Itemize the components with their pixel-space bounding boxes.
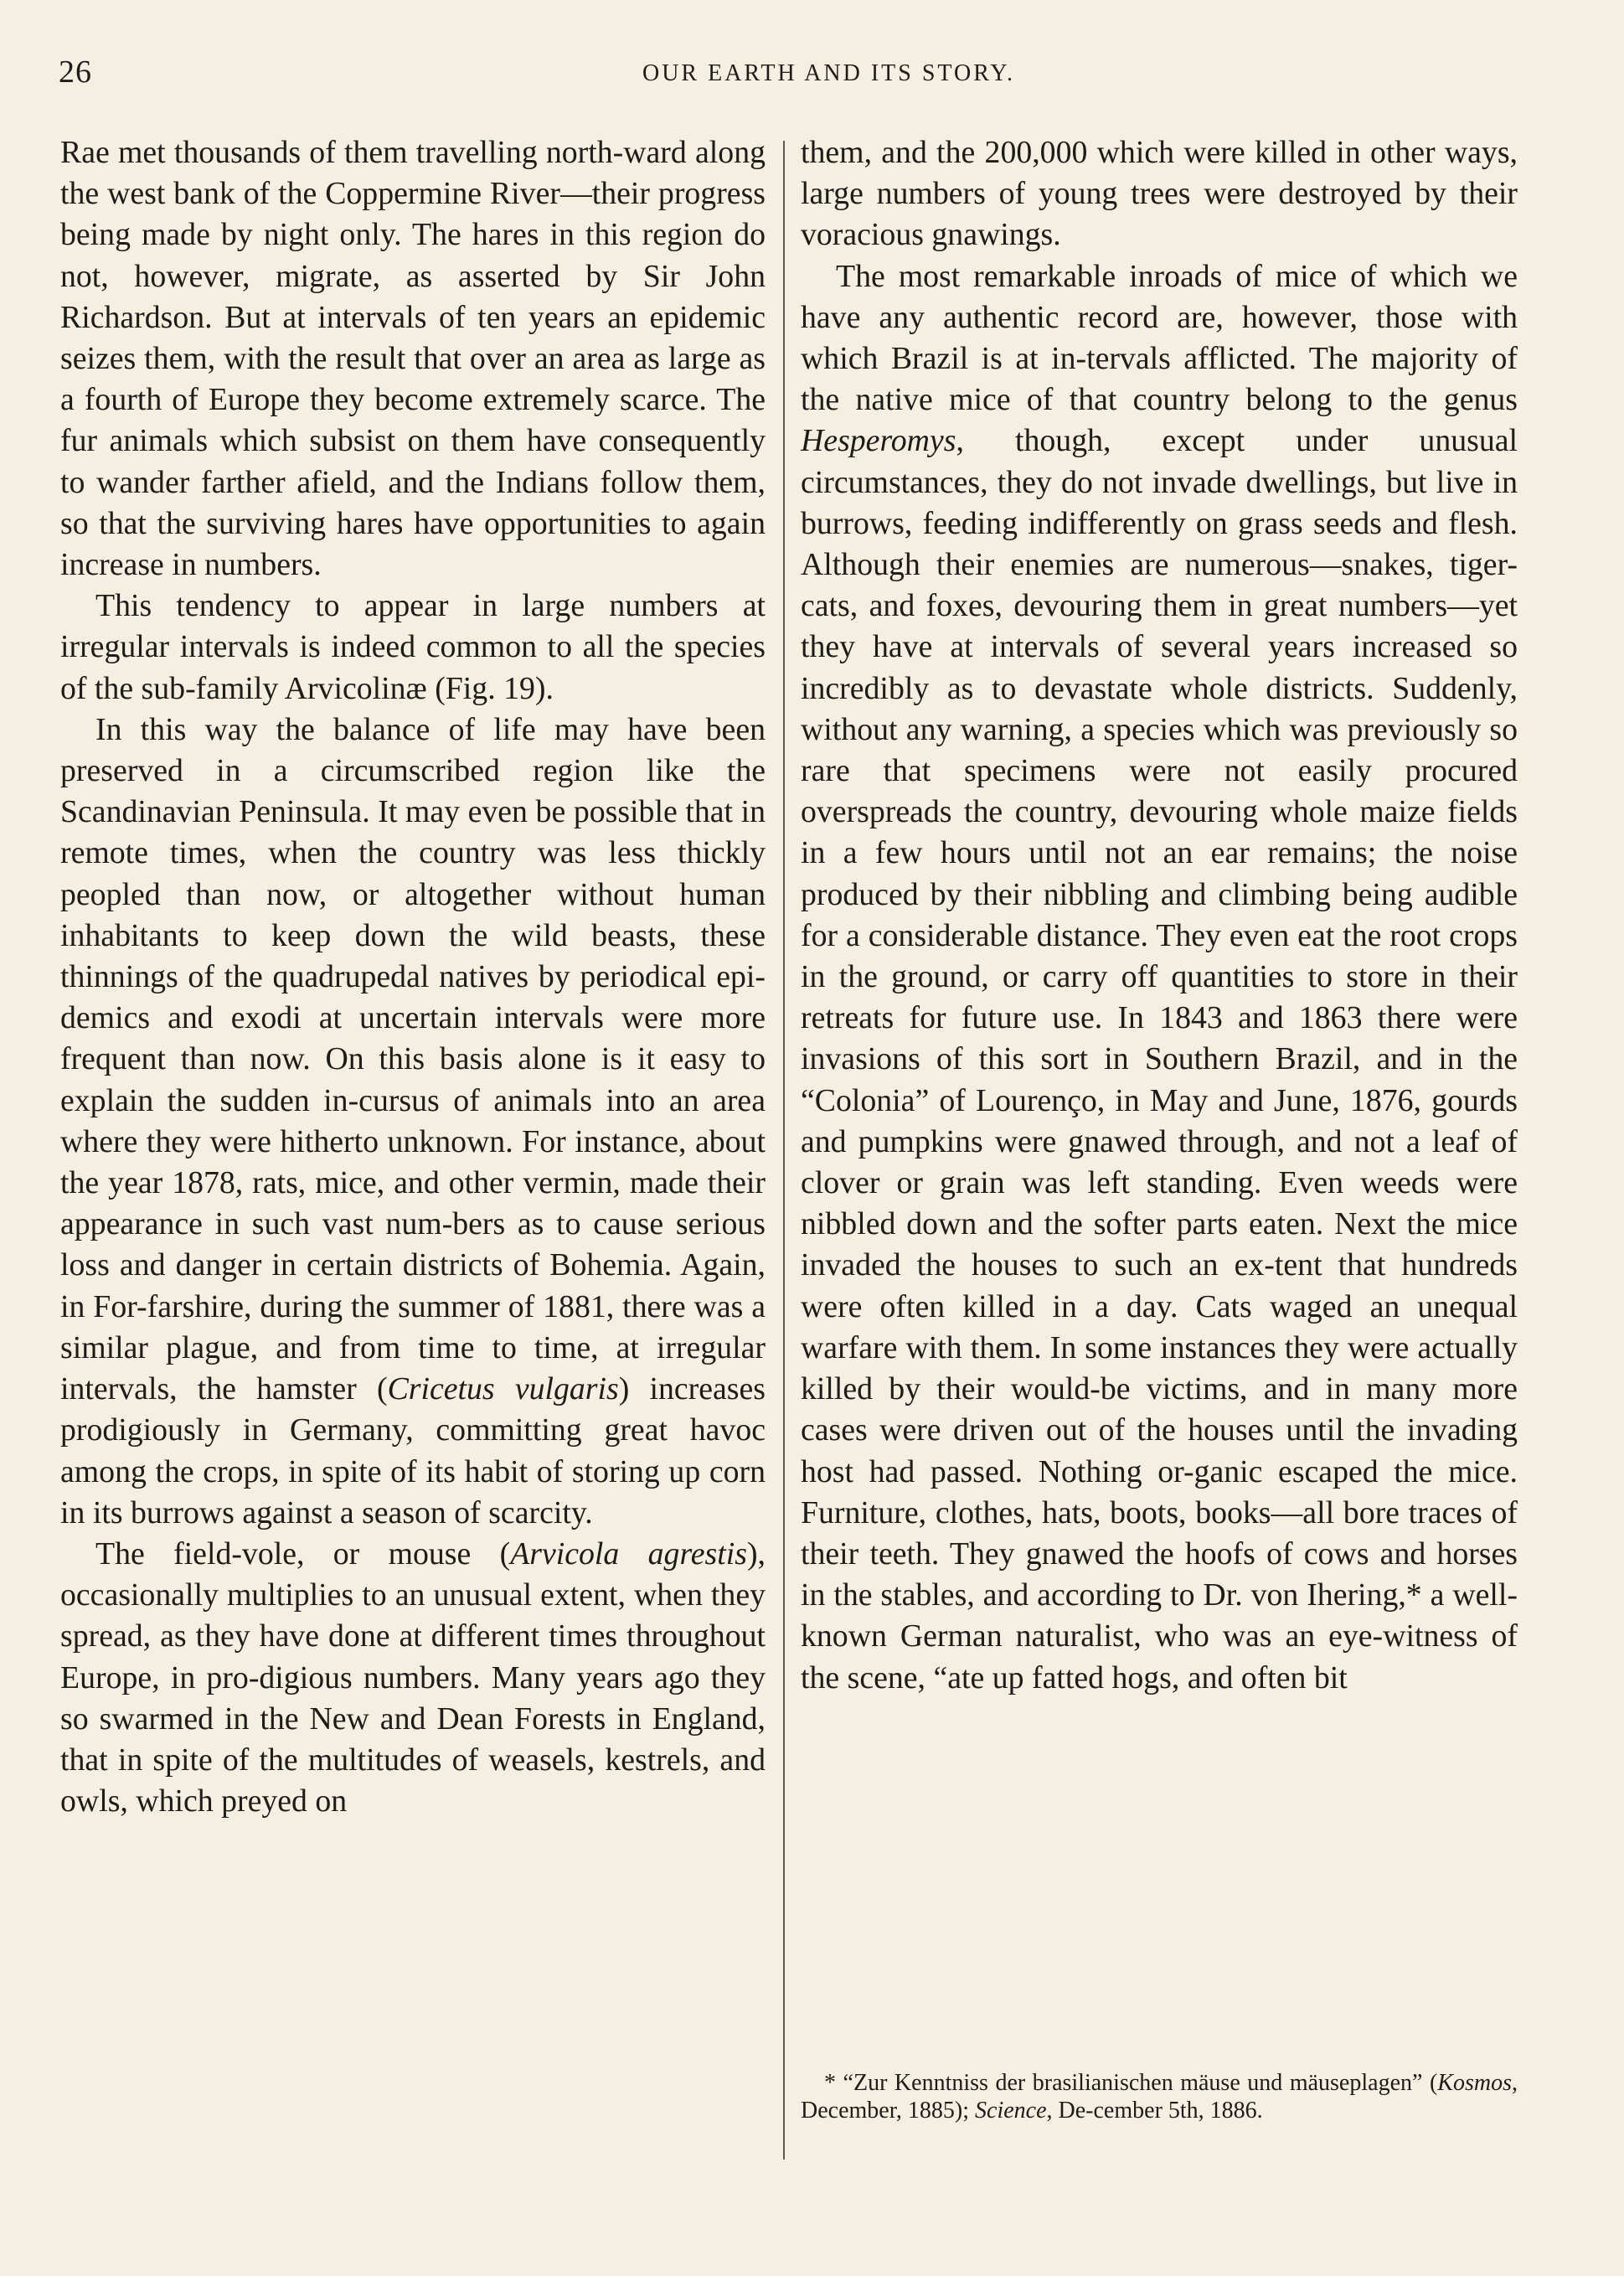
page-number: 26 [59,54,92,90]
paragraph: This tendency to appear in large numbers at irregular intervals is indeed common to all the species of the sub-family Arvicolinæ (Fig. 19). [60,588,766,706]
genus-name: Hesperomys [801,423,956,459]
journal-name: Kosmos [1437,2070,1512,2096]
paragraph [60,710,766,1534]
footnote-text: , December, 1885); [801,2070,1518,2124]
running-title: OUR EARTH AND ITS STORY. [642,60,1015,86]
column-divider [783,141,785,2160]
paragraph-text: ) increases prodigiously in Germany, committing great havoc among the crops, in spite of its habit of storing up corn in its burrows against a season of scarcity. [60,1371,766,1530]
paragraph [60,1534,766,1822]
paragraph: Rae met thousands of them travelling north-ward along the west bank of the Coppermine River—their progress being made by night only. The hares in this region do not, however, migrate, as asserted by Sir John Richardson. But at intervals of ten years an epidemic seizes them, with the result that over an area as large as a fourth of Europe they become extremely scarce. The fur animals which subsist on them have consequently to wander farther afield, and the Indians follow them, so that the surviving hares have opportunities to again increase in numbers. [60,135,766,583]
footnote-text: , De-cember 5th, 1886. [1046,2098,1263,2124]
footnote [801,2069,1518,2124]
right-column [801,132,1518,1699]
species-name: Cricetus vulgaris [387,1371,619,1407]
paragraph-text: , though, except under unusual circumstances, they do not invade dwellings, but live in burrows, feeding indifferently on grass seeds and flesh. Although their enemies are numerous—snakes, tiger-cats, and foxes, devouring them in great numbers—yet they have at intervals of several years increased so incredibly as to devastate whole districts. Suddenly, without any warning, a species which was previously so rare that specimens were not easily procured overspreads the country, devouring whole maize fields in a few hours until not an ear remains; the noise produced by their nibbling and climbing being audible for a considerable distance. They even eat the root crops in the ground, or carry off quantities to store in their retreats for future use. In 1843 and 1863 there were invasions of this sort in Southern Brazil, and in the “Colonia” of Lourenço, in May and June, 1876, gourds and pumpkins were gnawed through, and not a leaf of clover or grain was left standing. Even weeds were nibbled down and the softer parts eaten. Next the mice invaded the houses to such an ex-tent that hundreds were often killed in a day. Cats waged an unequal warfare with them. In some instances they were actually killed by their would-be victims, and in many more cases were driven out of the houses until the invading host had passed. Nothing or-ganic escaped the mice. Furniture, clothes, hats, boots, books—all bore traces of their teeth. They gnawed the hoofs of cows and horses in the stables, and according to Dr. von Ihering,* a well-known German naturalist, who was an eye-witness of the scene, “ate up fatted hogs, and often bit [801,423,1518,1695]
paragraph-text: ), occasionally multiplies to an unusual extent, when they spread, as they have done at different times throughout Europe, in pro-digious numbers. Many years ago they so swarmed in the New and Dean Forests in England, that in spite of the multitudes of weasels, kestrels, and owls, which preyed on [60,1535,766,1819]
paragraph-text: The most remarkable inroads of mice of which we have any authentic record are, however, those with which Brazil is at in-tervals afflicted. The majority of the native mice of that country belong to the genus [801,258,1518,418]
paragraph-text: In this way the balance of life may have been preserved in a circumscribed region like the Scandinavian Peninsula. It may even be possible that in remote times, when the country was less thickly peopled than now, or altogether without human inhabitants to keep down the wild beasts, these thinnings of the quadrupedal natives by periodical epi-demics and exodi at uncertain intervals were more frequent than now. On this basis alone is it easy to explain the sudden in-cursus of animals into an area where they were hitherto unknown. For instance, about the year 1878, rats, mice, and other vermin, made their appearance in such vast num-bers as to cause serious loss and danger in certain districts of Bohemia. Again, in For-farshire, during the summer of 1881, there was a similar plague, and from time to time, at irregular intervals, the hamster ( [60,711,766,1407]
paragraph: them, and the 200,000 which were killed in other ways, large numbers of young trees were destroyed by their voracious gnawings. [801,135,1518,253]
species-name: Arvicola agrestis [510,1535,747,1572]
footnote-text: * “Zur Kenntniss der brasilianischen mäuse und mäuseplagen” ( [824,2070,1438,2096]
left-column [60,132,766,1822]
paragraph-text: The field-vole, or mouse ( [95,1535,511,1572]
journal-name: Science [975,2098,1047,2124]
paragraph [801,256,1518,1699]
